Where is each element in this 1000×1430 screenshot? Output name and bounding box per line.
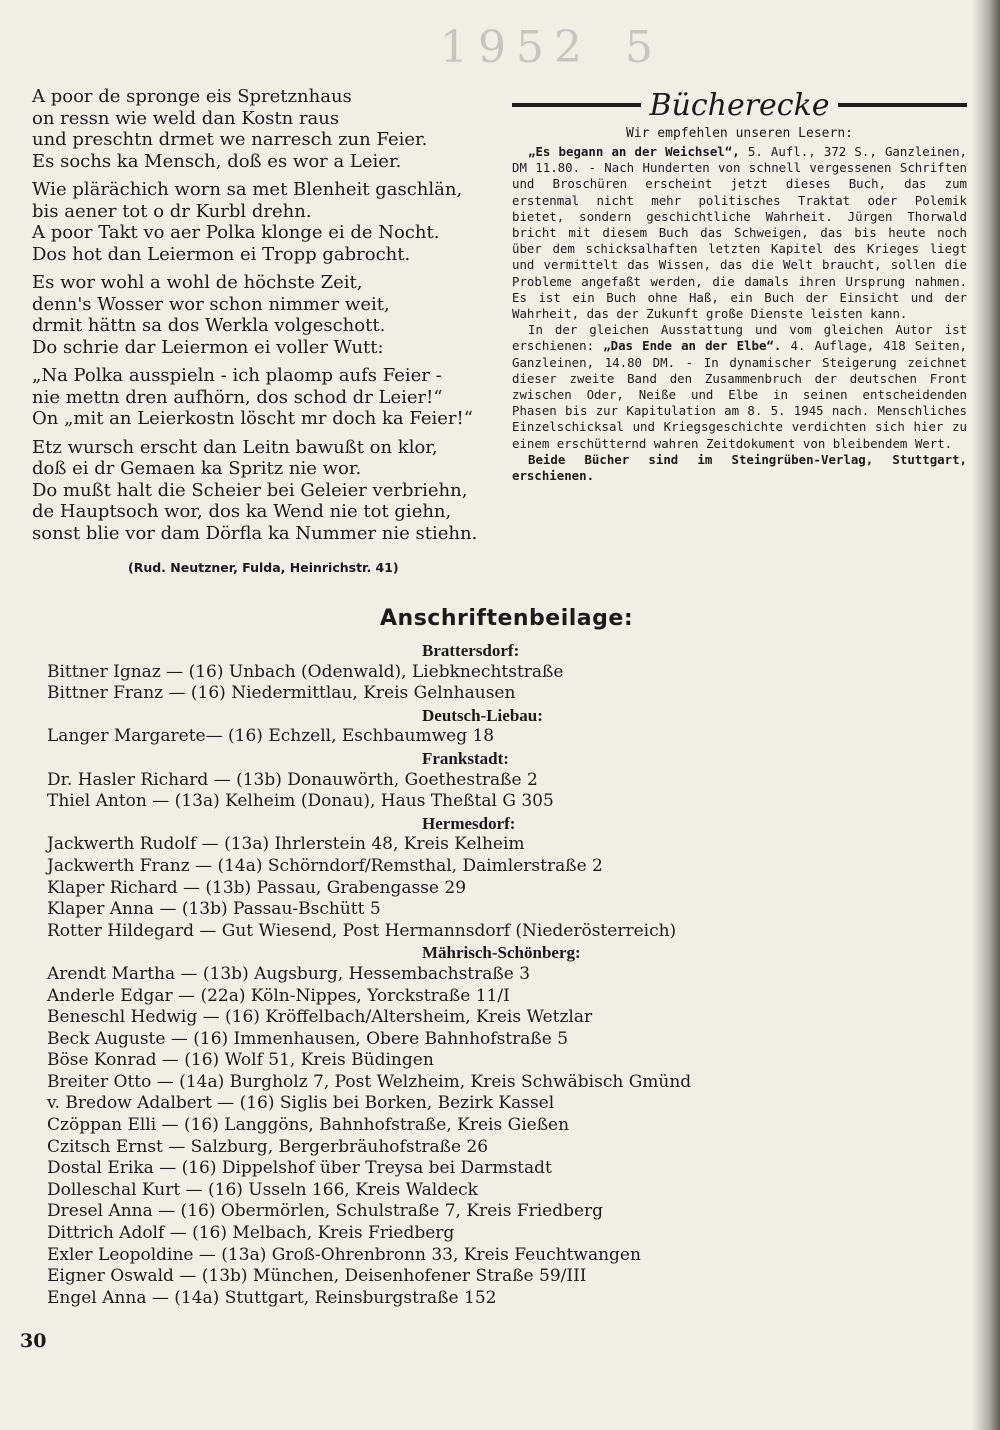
poem-line: A poor Takt vo aer Polka klonge ei de Nocht. xyxy=(32,222,440,243)
poem-line: de Hauptsoch wor, dos ka Wend nie tot giehn, xyxy=(32,501,452,522)
header-rule-right xyxy=(838,103,967,107)
place-heading: Brattersdorf: xyxy=(422,641,520,660)
book-review-2-intro: In der gleichen Ausstattung und vom gleichen Autor ist erschienen: xyxy=(512,322,967,354)
address-entry: Exler Leopoldine — (13a) Groß-Ohrenbronn 33, Kreis Feuchtwangen xyxy=(47,1244,641,1265)
address-entry: Böse Konrad — (16) Wolf 51, Kreis Büdingen xyxy=(47,1050,434,1071)
dialect-poem xyxy=(32,86,492,551)
poem-line: und preschtn drmet we narresch zun Feier. xyxy=(32,129,428,150)
address-entry: Beneschl Hedwig — (16) Kröffelbach/Altersheim, Kreis Wetzlar xyxy=(47,1007,593,1028)
book-review-1 xyxy=(512,144,967,322)
address-entry: Dolleschal Kurt — (16) Usseln 166, Kreis Waldeck xyxy=(47,1179,478,1200)
place-heading: Frankstadt: xyxy=(422,748,509,768)
poem-line: Etz wursch erscht dan Leitn bawußt on klor, xyxy=(32,436,438,458)
book-review-2 xyxy=(512,322,967,452)
poem-line: nie mettn dren aufhörn, dos schod dr Leier!“ xyxy=(32,386,443,408)
address-entry: Dresel Anna — (16) Obermörlen, Schulstraße 7, Kreis Friedberg xyxy=(47,1201,604,1222)
place-heading: Deutsch-Liebau: xyxy=(422,705,543,725)
poem-line: Es sochs ka Mensch, doß es wor a Leier. xyxy=(32,150,402,172)
address-entry: Rotter Hildegard — Gut Wiesend, Post Hermannsdorf (Niederösterreich) xyxy=(47,920,677,941)
poem-line: „Na Polka ausspieln - ich plaomp aufs Feier - xyxy=(32,365,442,386)
address-entry: Anderle Edgar — (22a) Köln-Nippes, Yorckstraße 11/I xyxy=(47,985,510,1006)
book-corner-intro: Wir empfehlen unseren Lesern: xyxy=(626,126,853,141)
poem-line: denn's Wosser wor schon nimmer weit, xyxy=(32,293,390,315)
address-entry: Czitsch Ernst — Salzburg, Bergerbräuhofstraße 26 xyxy=(47,1136,489,1157)
issue-stamp: 5 xyxy=(625,22,663,73)
book-review-1-text: 5. Aufl., 372 S., Ganzleinen, DM 11.80. - Nach Hunderten von schnell vergessenen Schriften und Broschüren erscheint jetzt dieses Buch, das zum erstenmal nicht mehr politisches Traktat oder Polemik bietet, sondern geschichtliche Wahrheit. Jürgen Thorwald bricht mit diesem Buch das Schweigen, das bis heute noch über dem schicksalhaften letzten Kapitel des Krieges liegt und vermittelt das Wissen, das die Welt braucht, sollen die Probleme angefaßt werden, die damals ihren Ursprung nahmen. Es ist ein Buch ohne Haß, ein Buch der Einsicht und der Wahrheit, das der Zukunft große Dienste leisten kann. xyxy=(512,144,967,322)
address-entry: Breiter Otto — (14a) Burgholz 7, Post Welzheim, Kreis Schwäbisch Gmünd xyxy=(47,1071,692,1092)
address-entry: Arendt Martha — (13b) Augsburg, Hessembachstraße 3 xyxy=(47,963,531,984)
book-corner-header xyxy=(512,88,967,122)
year-stamp: 1952 xyxy=(440,22,592,73)
address-entry: Klaper Richard — (13b) Passau, Grabengasse 29 xyxy=(47,877,467,898)
page-number: 30 xyxy=(20,1330,47,1352)
book-title-1: „Es begann an der Weichsel“, xyxy=(528,144,740,159)
address-entry: Bittner Franz — (16) Niedermittlau, Kreis Gelnhausen xyxy=(47,683,516,704)
header-rule-left xyxy=(512,103,641,107)
poem-line: On „mit an Leierkostn löscht mr doch ka Feier!“ xyxy=(32,408,473,429)
address-list xyxy=(47,640,947,1309)
poem-stanza xyxy=(32,365,492,430)
poem-line: drmit hättn sa dos Werkla volgeschott. xyxy=(32,315,386,336)
poem-line: Dos hot dan Leiermon ei Tropp gabrocht. xyxy=(32,243,411,265)
address-supplement-heading: Anschriftenbeilage: xyxy=(380,606,634,631)
poem-line: Wie plärächich worn sa met Blenheit gaschlän, xyxy=(32,179,463,200)
poem-signature: (Rud. Neutzner, Fulda, Heinrichstr. 41) xyxy=(128,560,399,575)
address-entry: Langer Margarete— (16) Echzell, Eschbaumweg 18 xyxy=(47,726,495,747)
poem-stanza xyxy=(32,86,492,172)
address-entry: Thiel Anton — (13a) Kelheim (Donau), Haus Theßtal G 305 xyxy=(47,791,554,812)
book-publisher-note xyxy=(512,452,967,484)
address-entry: Bittner Ignaz — (16) Unbach (Odenwald), Liebknechtstraße xyxy=(47,661,564,682)
book-corner-text xyxy=(512,144,967,484)
book-review-2-text: 4. Auflage, 418 Seiten, Ganzleinen, 14.80 DM. - In dynamischer Steigerung zeichnet dieser zweite Band den Zusammenbruch der deutschen Front zwischen Oder, Neiße und Elbe in seinen entscheidenden Phasen bis zur Kapitulation am 8. 5. 1945 nach. Menschliches Einzelschicksal und Kriegsgeschichte verdichten sich hier zu einem erschütternd wahren Zeitdokument von bleibendem Wert. xyxy=(512,338,967,451)
place-heading: Hermesdorf: xyxy=(422,813,516,833)
poem-line: A poor de spronge eis Spretznhaus xyxy=(32,86,352,107)
address-entry: v. Bredow Adalbert — (16) Siglis bei Borken, Bezirk Kassel xyxy=(47,1093,555,1114)
poem-line: sonst blie vor dam Dörfla ka Nummer nie stiehn. xyxy=(32,522,478,544)
address-entry: Jackwerth Rudolf — (13a) Ihrlerstein 48, Kreis Kelheim xyxy=(47,834,525,855)
book-corner-title: Bücherecke xyxy=(649,87,830,123)
poem-stanza xyxy=(32,179,492,265)
poem-line: doß ei dr Gemaen ka Spritz nie wor. xyxy=(32,458,362,479)
address-entry: Dittrich Adolf — (16) Melbach, Kreis Friedberg xyxy=(47,1223,455,1244)
address-entry: Engel Anna — (14a) Stuttgart, Reinsburgstraße 152 xyxy=(47,1287,497,1308)
address-entry: Jackwerth Franz — (14a) Schörndorf/Remsthal, Daimlerstraße 2 xyxy=(47,855,603,876)
poem-line: Do schrie dar Leiermon ei voller Wutt: xyxy=(32,336,384,358)
address-entry: Beck Auguste — (16) Immenhausen, Obere Bahnhofstraße 5 xyxy=(47,1028,569,1049)
address-entry: Dr. Hasler Richard — (13b) Donauwörth, Goethestraße 2 xyxy=(47,769,538,790)
poem-line: Do mußt halt die Scheier bei Geleier verbriehn, xyxy=(32,479,468,501)
book-title-2: „Das Ende an der Elbe“. xyxy=(603,338,782,354)
page-edge-shadow xyxy=(972,0,1000,1430)
address-entry: Dostal Erika — (16) Dippelshof über Treysa bei Darmstadt xyxy=(47,1158,552,1179)
address-entry: Czöppan Elli — (16) Langgöns, Bahnhofstraße, Kreis Gießen xyxy=(47,1115,570,1136)
poem-line: Es wor wohl a wohl de höchste Zeit, xyxy=(32,272,363,293)
place-heading: Mährisch-Schönberg: xyxy=(422,943,581,963)
book-corner xyxy=(512,88,967,484)
poem-line: on ressn wie weld dan Kostn raus xyxy=(32,107,340,129)
address-entry: Eigner Oswald — (13b) München, Deisenhofener Straße 59/III xyxy=(47,1266,587,1287)
address-entry: Klaper Anna — (13b) Passau-Bschütt 5 xyxy=(47,899,381,920)
poem-line: bis aener tot o dr Kurbl drehn. xyxy=(32,200,312,222)
poem-stanza xyxy=(32,437,492,545)
publisher-note-text: Beide Bücher sind im Steingrüben-Verlag, Stuttgart, erschienen. xyxy=(512,451,967,484)
poem-stanza xyxy=(32,272,492,358)
